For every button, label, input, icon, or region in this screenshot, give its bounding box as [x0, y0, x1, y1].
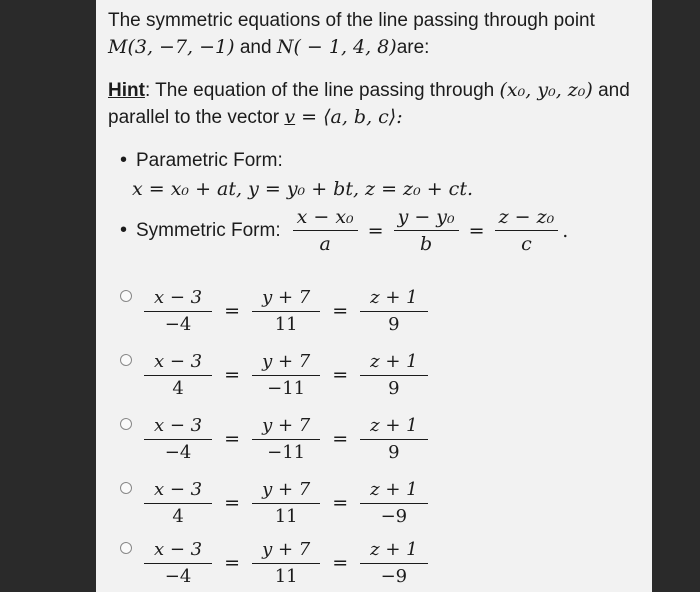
bullet-icon: •	[120, 149, 128, 171]
fraction-numerator: x − 3	[144, 540, 212, 564]
fraction-denominator: −4	[164, 441, 192, 463]
point-m: M(3, −7, −1)	[108, 36, 235, 58]
answer-option-5[interactable]	[120, 537, 434, 589]
option-fraction-z	[360, 352, 427, 399]
equals-sign: =	[332, 492, 349, 514]
fraction-numerator: y + 7	[252, 416, 320, 440]
equals-sign: =	[224, 492, 241, 514]
question-points	[108, 34, 640, 61]
symmetric-fraction-x	[293, 207, 358, 254]
hint-vector-text: parallel to the vector	[108, 107, 285, 128]
fraction-denominator: −9	[380, 505, 408, 527]
option-fraction-y	[252, 416, 320, 463]
vector-v: v	[284, 106, 296, 128]
option-fraction-y	[252, 288, 320, 335]
equals-sign: =	[224, 428, 241, 450]
question-line-1: The symmetric equations of the line passing through point	[108, 10, 595, 31]
fraction-denominator: 11	[274, 565, 298, 587]
fraction-numerator: x − 3	[144, 288, 212, 312]
option-fraction-y	[252, 352, 320, 399]
hint-and: and	[592, 80, 630, 101]
option-fraction-z	[360, 480, 427, 527]
period: .	[562, 219, 569, 242]
equals-sign: =	[224, 364, 241, 386]
answer-option-2[interactable]	[120, 349, 434, 401]
fraction-denominator: 11	[274, 313, 298, 335]
and-text: and	[234, 37, 277, 58]
symmetric-item	[120, 207, 640, 254]
radio-button[interactable]	[120, 354, 132, 366]
fraction-numerator: x − 3	[144, 416, 212, 440]
hint-label: Hint	[108, 80, 145, 101]
fraction-denominator: 9	[388, 441, 400, 463]
fraction-numerator: z + 1	[360, 352, 427, 376]
hint-text: : The equation of the line passing through	[144, 80, 500, 101]
fraction-numerator: y + 7	[252, 288, 320, 312]
option-fraction-z	[360, 288, 427, 335]
fraction-numerator: z + 1	[360, 288, 427, 312]
option-fraction-y	[252, 540, 320, 587]
fraction-denominator: c	[521, 233, 532, 255]
fraction-numerator: x − x₀	[293, 207, 358, 231]
answer-option-4[interactable]	[120, 477, 434, 529]
fraction-numerator: z + 1	[360, 416, 427, 440]
fraction-denominator: 4	[172, 377, 184, 399]
fraction-denominator: −11	[267, 377, 306, 399]
option-fraction-x	[144, 540, 212, 587]
radio-button[interactable]	[120, 418, 132, 430]
option-fraction-x	[144, 480, 212, 527]
option-fraction-y	[252, 480, 320, 527]
radio-button[interactable]	[120, 542, 132, 554]
fraction-numerator: y + 7	[252, 352, 320, 376]
vector-components: = ⟨a, b, c⟩:	[295, 106, 403, 128]
hint-line-2	[108, 104, 640, 131]
parametric-item	[120, 147, 640, 174]
symmetric-fraction-z	[495, 207, 559, 254]
fraction-numerator: x − 3	[144, 352, 212, 376]
parametric-equation: x = x₀ + at, y = y₀ + bt, z = z₀ + ct.	[132, 178, 473, 200]
equals-sign: =	[367, 219, 384, 242]
symmetric-fraction-y	[394, 207, 459, 254]
radio-button[interactable]	[120, 290, 132, 302]
bullet-icon: •	[120, 219, 128, 241]
fraction-denominator: −11	[267, 441, 306, 463]
question-text	[108, 8, 640, 34]
fraction-numerator: y + 7	[252, 480, 320, 504]
hint-line-1	[108, 77, 640, 104]
equals-sign: =	[332, 552, 349, 574]
fraction-numerator: z + 1	[360, 540, 427, 564]
parametric-label: Parametric Form:	[136, 150, 283, 171]
equals-sign: =	[224, 300, 241, 322]
answer-option-3[interactable]	[120, 413, 434, 465]
equals-sign: =	[332, 364, 349, 386]
point-n: N( − 1, 4, 8)	[276, 36, 397, 58]
answer-option-1[interactable]	[120, 285, 434, 337]
equals-sign: =	[332, 300, 349, 322]
option-fraction-z	[360, 540, 427, 587]
option-fraction-x	[144, 288, 212, 335]
hint-point: (x₀, y₀, z₀)	[499, 79, 593, 101]
fraction-numerator: y + 7	[252, 540, 320, 564]
fraction-numerator: x − 3	[144, 480, 212, 504]
are-text: are:	[396, 37, 430, 58]
fraction-denominator: −4	[164, 565, 192, 587]
option-fraction-z	[360, 416, 427, 463]
fraction-denominator: 11	[274, 505, 298, 527]
equals-sign: =	[224, 552, 241, 574]
fraction-numerator: z − z₀	[495, 207, 559, 231]
symmetric-label: Symmetric Form:	[136, 219, 281, 241]
fraction-denominator: 9	[388, 377, 400, 399]
fraction-numerator: z + 1	[360, 480, 427, 504]
fraction-denominator: a	[319, 233, 331, 255]
fraction-denominator: 4	[172, 505, 184, 527]
option-fraction-x	[144, 352, 212, 399]
option-fraction-x	[144, 416, 212, 463]
fraction-denominator: 9	[388, 313, 400, 335]
radio-button[interactable]	[120, 482, 132, 494]
fraction-numerator: y − y₀	[394, 207, 459, 231]
fraction-denominator: −9	[380, 565, 408, 587]
question-card	[96, 0, 652, 592]
equals-sign: =	[468, 219, 485, 242]
fraction-denominator: b	[420, 233, 433, 255]
parametric-equation-row	[120, 176, 640, 203]
fraction-denominator: −4	[164, 313, 192, 335]
forms-list	[120, 147, 640, 254]
equals-sign: =	[332, 428, 349, 450]
